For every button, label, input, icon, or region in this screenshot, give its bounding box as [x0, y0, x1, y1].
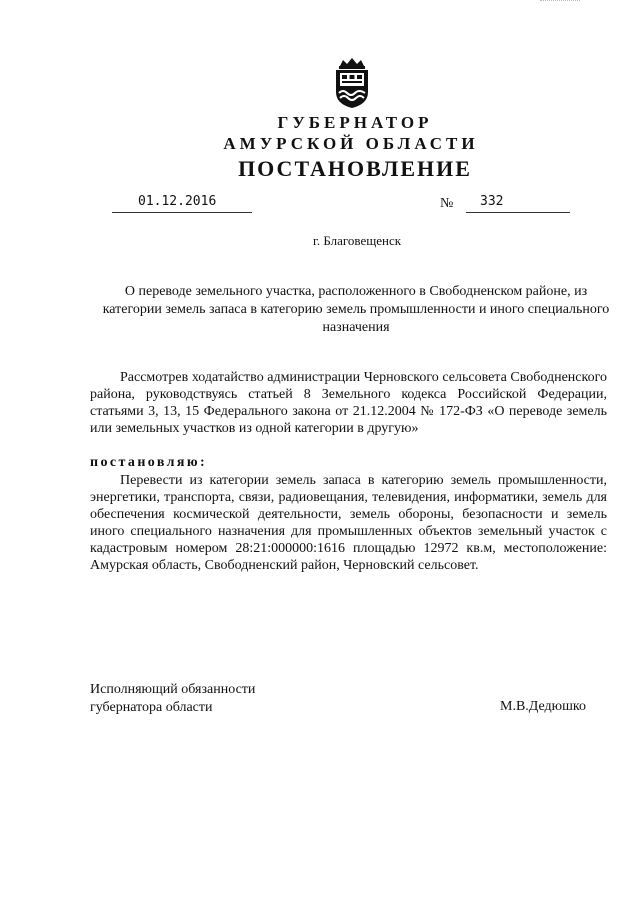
- document-number: 332: [480, 194, 504, 209]
- resolution-paragraph: Перевести из категории земель запаса в категорию земель промышленности, энергетики, транспорта, связи, радиовещания, телевидения, информатики, земель для обеспечения космической деятельности, земель обороны, безопасности и земель иного специального назначения для промышленных объектов земельный участок с кадастровым номером 28:21:000000:1616 площадью 12972 кв.м, местоположение: Амурская область, Свободненский район, Черновский сельсовет.: [90, 473, 607, 573]
- date-underline: [112, 212, 252, 213]
- document-subject: О переводе земельного участка, расположенного в Свободненском районе, из категории земель запаса в категорию земель промышленности и иного специального назначения: [102, 284, 610, 335]
- signatory-role-line2: губернатора области: [90, 700, 213, 715]
- scan-mark: [540, 0, 580, 1]
- document-date: 01.12.2016: [138, 194, 217, 209]
- city: г. Благовещенск: [312, 233, 402, 248]
- signatory-role-line1: Исполняющий обязанности: [90, 682, 256, 697]
- number-underline: [466, 212, 570, 213]
- decree-word: постановляю:: [90, 455, 208, 470]
- preamble-paragraph: Рассмотрев ходатайство администрации Черновского сельсовета Свободненского района, руководствуясь статьей 8 Земельного кодекса Российской Федерации, статьями 3, 13, 15 Федерального закона от 21.12.2004 № 172-ФЗ «О переводе земель или земельных участков из одной категории в другую»: [90, 370, 607, 436]
- coat-of-arms-icon: [330, 58, 374, 108]
- document-type: ПОСТАНОВЛЕНИЕ: [238, 156, 472, 181]
- signatory-role: [90, 681, 350, 717]
- number-label: №: [440, 196, 454, 211]
- issuer-region: АМУРСКОЙ ОБЛАСТИ: [223, 134, 479, 153]
- issuer-title: ГУБЕРНАТОР: [277, 113, 433, 132]
- signatory-name: М.В.Дедюшко: [500, 699, 586, 714]
